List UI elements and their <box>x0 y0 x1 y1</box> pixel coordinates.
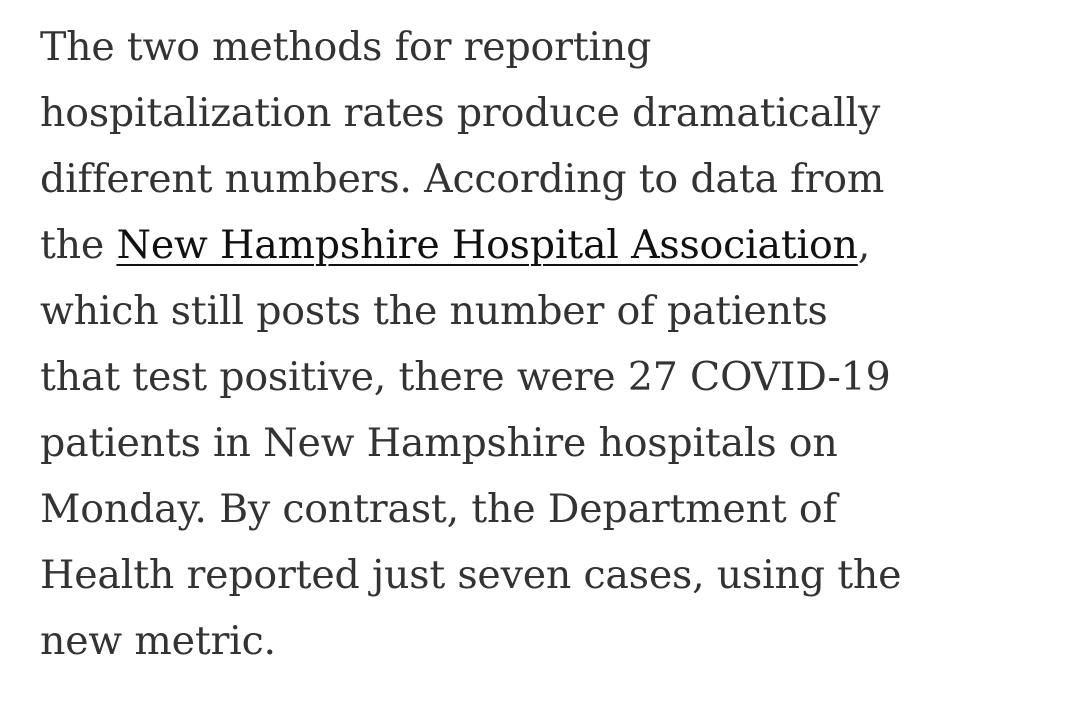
paragraph-line-9: Health reported just seven cases, using the <box>40 552 902 598</box>
paragraph-line-5: which still posts the number of patients <box>40 288 828 334</box>
line-4-suffix: , <box>857 222 871 268</box>
paragraph-line-8: Monday. By contrast, the Department of <box>40 486 837 532</box>
article-paragraph <box>40 14 1050 674</box>
paragraph-line-2: hospitalization rates produce dramatically <box>40 90 881 136</box>
paragraph-line-6: that test positive, there were 27 COVID-19 <box>40 354 891 400</box>
paragraph-line-1: The two methods for reporting <box>40 24 652 70</box>
line-4-prefix: the <box>40 222 117 268</box>
paragraph-line-3: different numbers. According to data from <box>40 156 885 202</box>
paragraph-line-10: new metric. <box>40 618 276 664</box>
nh-hospital-association-link[interactable]: New Hampshire Hospital Association <box>116 222 858 268</box>
paragraph-line-7: patients in New Hampshire hospitals on <box>40 420 838 466</box>
paragraph-line-4 <box>40 212 1050 278</box>
